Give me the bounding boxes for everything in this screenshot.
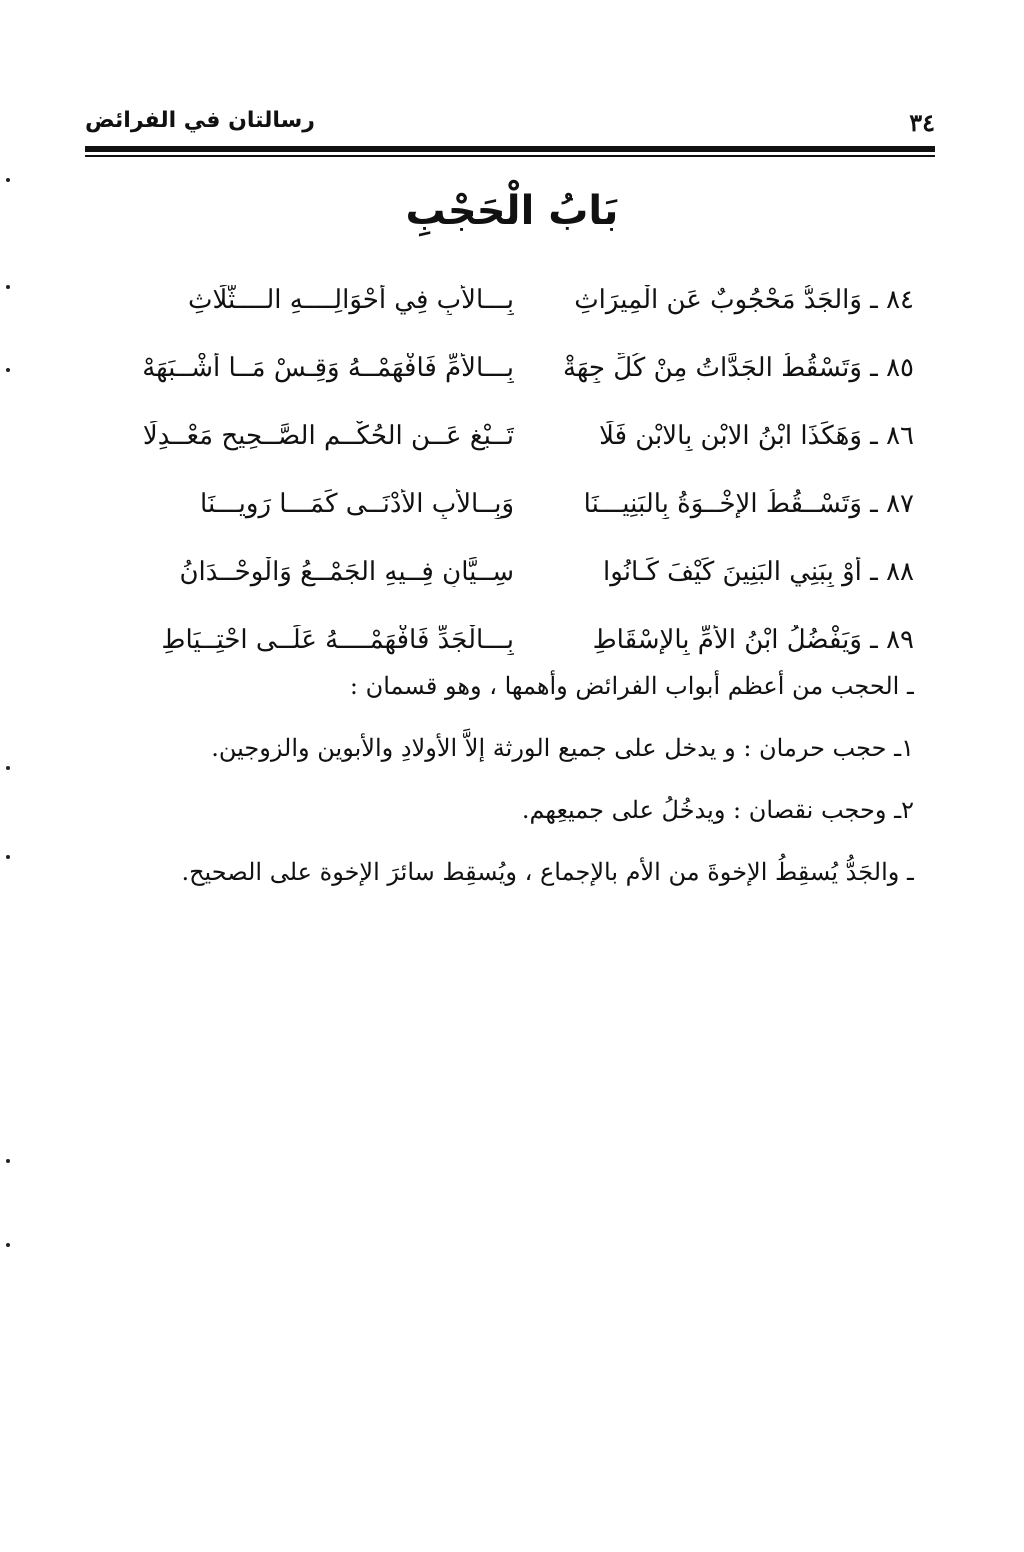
scan-margin-mark bbox=[6, 766, 10, 770]
header-rule-thin bbox=[85, 155, 935, 157]
verse-first-hemistich: ٨٨ ـ أَوْ بِبَنِي البَنِينَ كَيْفَ كَـانُوا bbox=[603, 557, 914, 587]
chapter-title: بَابُ الْحَجْبِ bbox=[405, 188, 619, 234]
scan-margin-mark bbox=[6, 178, 10, 182]
verse-second-hemistich: سِــيَّانِ فِــيهِ الجَمْــعُ وَالْوِحْــدَانُ bbox=[179, 557, 514, 587]
verse-86 bbox=[114, 421, 914, 489]
poem bbox=[114, 285, 914, 693]
scan-margin-mark bbox=[6, 1159, 10, 1163]
running-header bbox=[85, 108, 935, 148]
commentary bbox=[94, 666, 914, 914]
commentary-point-2: ٢ـ وحجب نقصان : ويدخُلُ على جميعِهم. bbox=[521, 796, 914, 824]
verse-second-hemistich: بِـــالأَبِ فِي أَحْوَالِــــهِ الــــثَّلَاثِ bbox=[188, 285, 514, 315]
verse-first-hemistich: ٨٥ ـ وَتَسْقُطُ الجَدَّاتُ مِنْ كُلِّ جِهَةْ bbox=[562, 353, 914, 383]
verse-88 bbox=[114, 557, 914, 625]
scan-margin-mark bbox=[6, 1243, 10, 1247]
scan-margin-mark bbox=[6, 855, 10, 859]
scan-margin-mark bbox=[6, 285, 10, 289]
header-rule-thick bbox=[85, 146, 935, 152]
page-number: ٣٤ bbox=[909, 108, 935, 137]
verse-87 bbox=[114, 489, 914, 557]
scan-margin-mark bbox=[6, 368, 10, 372]
verse-second-hemistich: بِـــالْجَدِّ فَافْهَمْــــهُ عَلَــى احْتِــيَاطِ bbox=[161, 625, 514, 655]
verse-second-hemistich: تَــبْغِ عَــنِ الحُكْــمِ الصَّــحِيحِ مَعْــدِلَا bbox=[142, 421, 514, 451]
book-title: رسالتان في الفرائض bbox=[85, 108, 315, 133]
verse-first-hemistich: ٨٩ ـ وَيَفْضُلُ ابْنُ الأُمِّ بِالإِسْقَاطِ bbox=[592, 625, 914, 655]
verse-first-hemistich: ٨٦ ـ وَهَكَذَا ابْنُ الابْنِ بِالابْنِ فَلَا bbox=[599, 421, 914, 451]
verse-first-hemistich: ٨٧ ـ وَتَسْــقُطُ الإِخْــوَةُ بِالبَنِيـــنَا bbox=[583, 489, 914, 519]
verse-85 bbox=[114, 353, 914, 421]
verse-84 bbox=[114, 285, 914, 353]
commentary-point-1: ١ـ حجب حرمان : و يدخل على جميع الورثة إلاَّ الأولادِ والأبوين والزوجين. bbox=[211, 734, 914, 762]
verse-first-hemistich: ٨٤ ـ وَالجَدُّ مَحْجُوبٌ عَنِ الْمِيرَاثِ bbox=[574, 285, 914, 315]
verse-second-hemistich: بِـــالأُمِّ فَافْهَمْــهُ وَقِـسْ مَــا أَشْــبَهَهْ bbox=[142, 353, 514, 383]
commentary-grandfather: ـ والجَدُّ يُسقِطُ الإخوةَ من الأم بالإجماع ، ويُسقِط سائرَ الإخوة على الصحيح. bbox=[181, 858, 914, 886]
verse-second-hemistich: وَبِــالأَبِ الأَدْنَــى كَمَـــا رَوِيـــنَا bbox=[200, 489, 514, 519]
commentary-intro: ـ الحجب من أعظم أبواب الفرائض وأهمها ، وهو قسمان : bbox=[349, 672, 914, 700]
